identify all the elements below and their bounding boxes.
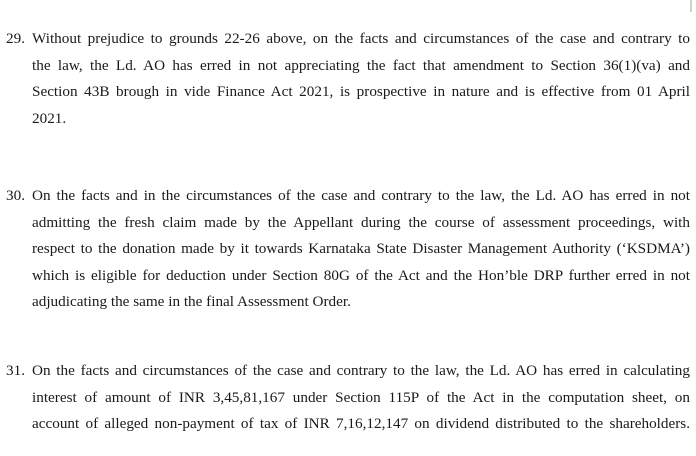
paragraph-line: respect to the donation made by it towards Karnataka State Disaster Management Authority (‘KSDMA’) <box>32 240 690 257</box>
paragraph-line: the law, the Ld. AO has erred in not appreciating the fact that amendment to Section 36(1)(va) and <box>32 56 690 74</box>
ground-29-paragraph <box>6 26 690 132</box>
paragraph-line: account of alleged non-payment of tax of INR 7,16,12,147 on dividend distributed to the shareholders. <box>32 415 690 432</box>
paragraph-line: 29. Without prejudice to grounds 22-26 above, on the facts and circumstances of the case and contrary to <box>6 26 690 53</box>
ground-30-paragraph <box>6 183 690 316</box>
paragraph-line: Section 43B brough in vide Finance Act 2021, is prospective in nature and is effective from 01 April <box>32 83 690 100</box>
ground-31-paragraph <box>6 358 690 438</box>
paragraph-line: interest of amount of INR 3,45,81,167 under Section 115P of the Act in the computation sheet, on <box>32 388 690 406</box>
paragraph-line: admitting the fresh claim made by the Appellant during the course of assessment proceedings, with <box>32 213 690 231</box>
scan-edge-mark <box>690 0 692 12</box>
paragraph-line: 2021. <box>32 109 67 127</box>
paragraph-line: which is eligible for deduction under Section 80G of the Act and the Hon’ble DRP further erred in not <box>32 266 690 284</box>
paragraph-number: 31. <box>6 362 25 379</box>
paragraph-line: 30. On the facts and in the circumstances of the case and contrary to the law, the Ld. AO has erred in not <box>6 183 690 210</box>
paragraph-line: 31. On the facts and circumstances of the case and contrary to the law, the Ld. AO has erred in calculating <box>6 358 690 385</box>
paragraph-line: adjudicating the same in the final Assessment Order. <box>32 293 351 310</box>
paragraph-number: 30. <box>6 187 25 204</box>
paragraph-number: 29. <box>6 30 25 47</box>
